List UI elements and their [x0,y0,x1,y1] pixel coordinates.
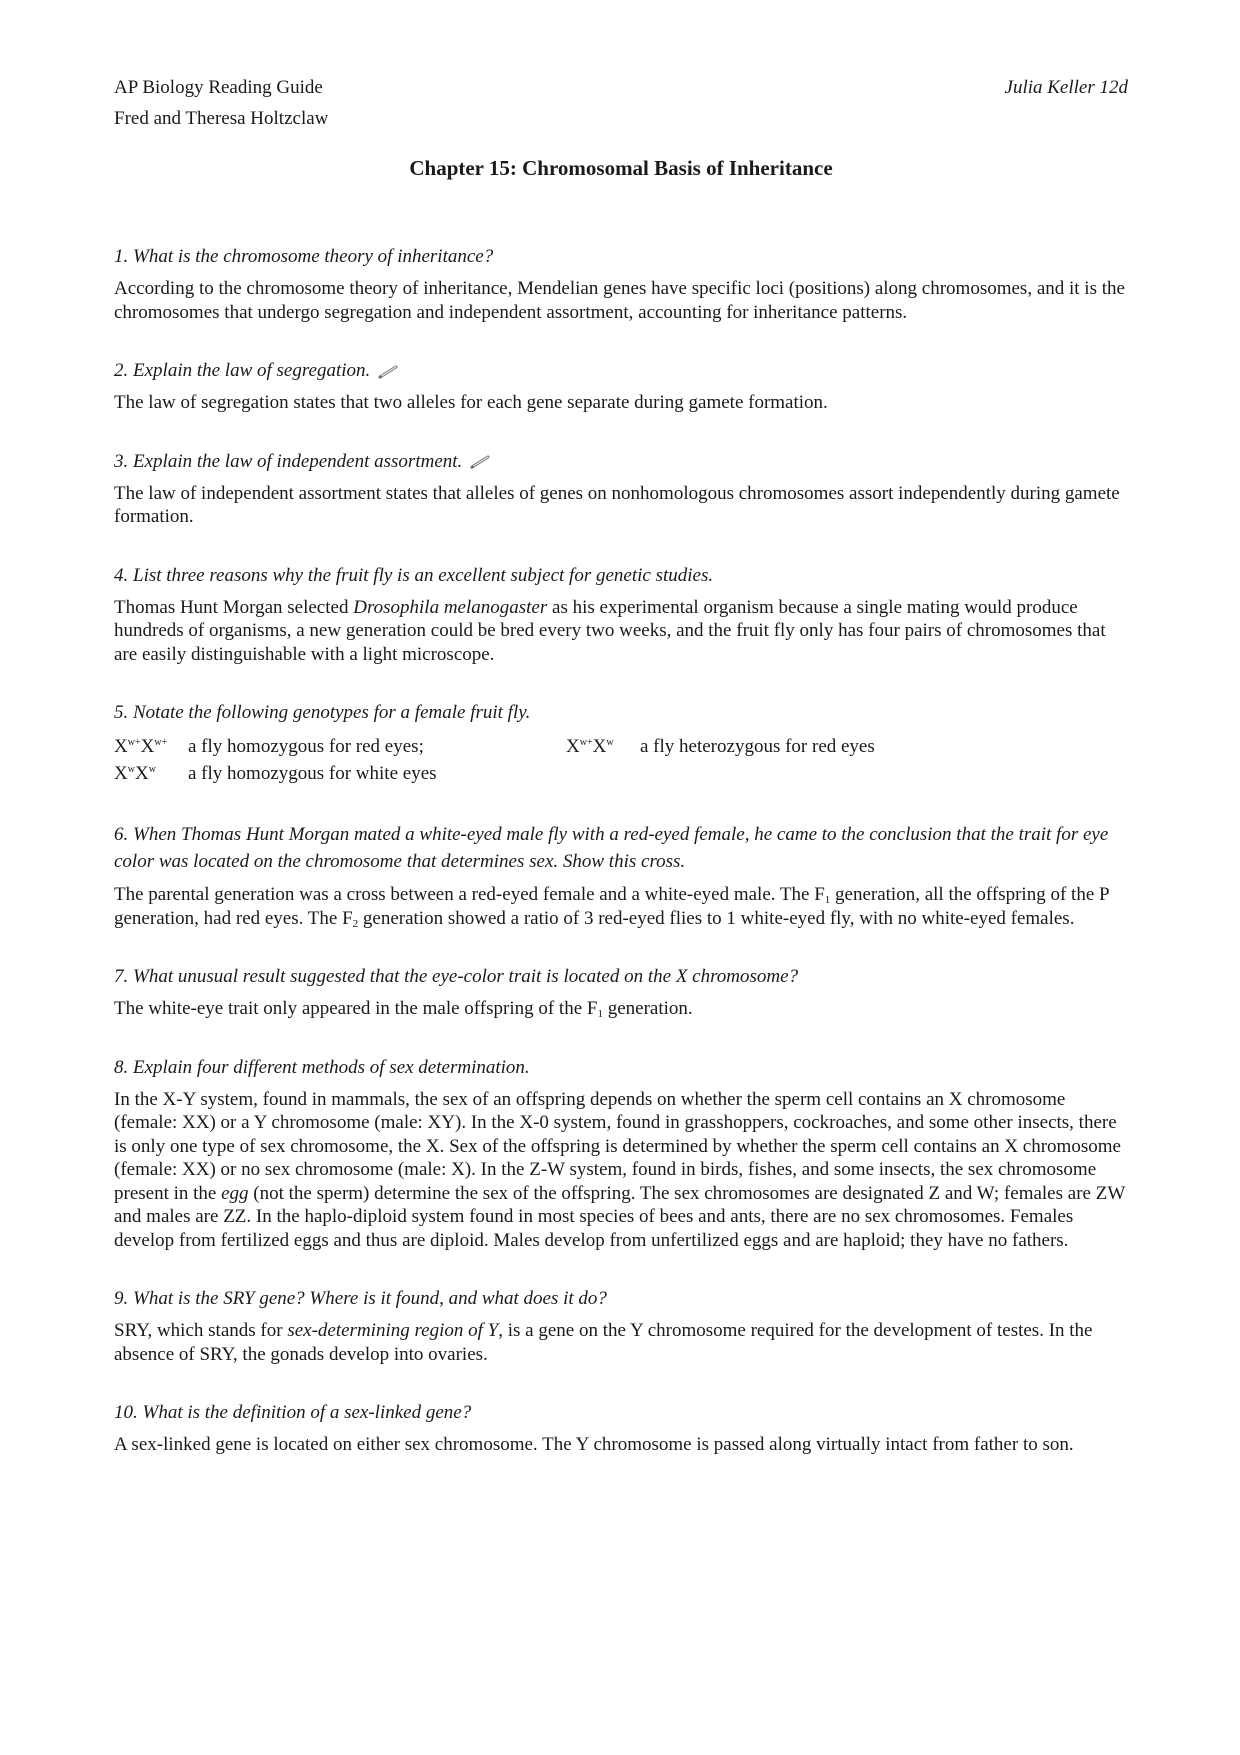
generation-subscript: 2 [352,917,359,930]
answer-6 [114,883,1128,930]
answer-4 [114,596,1128,667]
answer-9-part-2: , is a gene on the Y chromosome required for the development of testes. In the absence of SRY, the gonads develop into ovaries. [114,1320,1093,1365]
pencil-icon [469,455,491,469]
question-2-text: 2. Explain the law of segregation. [114,360,371,381]
genotype-row [114,733,1128,760]
answer-8 [114,1088,1128,1253]
question-block-8 [114,1055,1128,1253]
question-5: 5. Notate the following genotypes for a female fruit fly. [114,702,531,723]
page-header [114,72,1128,134]
genotype-description: a fly heterozygous for red eyes [640,736,875,757]
header-left [114,72,328,134]
genotype-entry [114,733,566,760]
answer-9-part-1: SRY, which stands for [114,1320,288,1341]
genotype-symbol [114,733,188,760]
genotype-description: a fly homozygous for white eyes [188,763,437,784]
answer-1: According to the chromosome theory of inheritance, Mendelian genes have specific loci (positions) along chromosomes, and it is the chromosomes that undergo segregation and independent assortment, accounting for inheritance patterns. [114,278,1125,323]
emphasis-sry: sex-determining region of Y [287,1320,499,1341]
answer-10: A sex-linked gene is located on either sex chromosome. The Y chromosome is passed along virtually intact from father to son. [114,1434,1074,1455]
question-3-text: 3. Explain the law of independent assortment. [114,450,463,472]
pencil-icon [377,365,399,379]
allele-superscript: w [606,737,614,748]
chapter-title: Chapter 15: Chromosomal Basis of Inheritance [409,156,833,180]
question-7: 7. What unusual result suggested that the eye-color trait is located on the X chromosome? [114,966,799,987]
genotype-entry [566,733,875,760]
question-block-7 [114,964,1128,1021]
question-6: 6. When Thomas Hunt Morgan mated a white-eyed male fly with a red-eyed female, he came to the conclusion that the trait for eye color was located on the chromosome that determines sex. Show this cross. [114,824,1109,872]
genotype-base: X [566,736,580,757]
answer-9 [114,1319,1128,1366]
question-3 [114,449,1128,474]
genotype-base: X [140,736,155,757]
answer-7-part-1: The white-eye trait only appeared in the male offspring of the F [114,998,598,1019]
question-block-9 [114,1286,1128,1366]
answer-6-part-1: The parental generation was a cross between a red-eyed female and a white-eyed male. The F [114,884,825,905]
question-9: 9. What is the SRY gene? Where is it found, and what does it do? [114,1288,607,1309]
species-name: Drosophila melanogaster [353,596,548,618]
genotype-base: X [114,736,128,757]
answer-4-part-1: Thomas Hunt Morgan selected [114,596,354,618]
generation-subscript: 1 [824,894,831,906]
question-10: 10. What is the definition of a sex-linked gene? [114,1402,472,1423]
genotype-base: X [134,763,149,784]
answer-8-part-1: In the X-Y system, found in mammals, the sex of an offspring depends on whether the sperm cell contains an X chromosome (female: XX) or a Y chromosome (male: XY). In the X-0 system, found in grasshoppers, cockroaches, and some other insects, there is only one type of sex chromosome, the X. Sex of the offspring is determined by whether the sperm cell contains an X chromosome (female: XX) or no sex chromosome (male: X). In the Z-W system, found in birds, fishes, and some insects, the sex chromosome present in the [114,1088,1121,1204]
emphasis-egg: egg [221,1182,249,1204]
genotype-base: X [114,763,128,784]
question-block-10 [114,1400,1128,1457]
answer-6-part-3: generation showed a ratio of 3 red-eyed flies to 1 white-eyed fly, with no white-eyed females. [358,907,1075,929]
question-1: 1. What is the chromosome theory of inheritance? [114,246,494,267]
genotype-table [114,733,1128,787]
question-block-5 [114,700,1128,787]
answer-2: The law of segregation states that two alleles for each gene separate during gamete formation. [114,392,828,413]
answer-7 [114,997,1128,1021]
student-name: Julia Keller 12d [1004,77,1128,98]
allele-superscript: w [127,764,135,775]
allele-superscript: w+ [579,737,593,748]
answer-6-part-2: generation, all the offspring of the P generation, had red eyes. The F [114,884,1109,929]
allele-superscript: w [148,764,156,775]
question-block-2 [114,358,1128,415]
genotype-symbol [114,760,188,787]
question-block-6 [114,821,1128,930]
answer-7-part-2: generation. [602,998,693,1019]
genotype-base: X [592,736,607,757]
answer-8-part-2: (not the sperm) determine the sex of the offspring. The sex chromosomes are designated Z and W; females are ZW and males are ZZ. In the haplo-diploid system found in most species of bees and ants, there are no sex chromosomes. Females develop from fertilized eggs and thus are diploid. Males develop from unfertilized eggs and are haploid; they have no fathers. [114,1182,1125,1251]
course-title: AP Biology Reading Guide [114,77,323,98]
authors: Fred and Theresa Holtzclaw [114,108,329,129]
allele-superscript: w+ [127,737,141,748]
genotype-entry [114,760,566,787]
generation-subscript: 1 [597,1008,603,1020]
answer-3: The law of independent assortment states that alleles of genes on nonhomologous chromosomes assort independently during gamete formation. [114,482,1120,527]
question-8: 8. Explain four different methods of sex determination. [114,1056,530,1078]
question-block-4 [114,563,1128,667]
genotype-description: a fly homozygous for red eyes; [188,736,424,757]
genotype-symbol [566,733,640,760]
allele-superscript: w+ [154,737,168,748]
question-2 [114,358,1128,383]
question-4: 4. List three reasons why the fruit fly is an excellent subject for genetic studies. [114,564,714,586]
question-block-1 [114,244,1128,324]
answer-4-part-2: as his experimental organism because a single mating would produce hundreds of organisms, a new generation could be bred every two weeks, and the fruit fly only has four pairs of chromosomes that are easily distinguishable with a light microscope. [114,596,1106,665]
genotype-row [114,760,1128,787]
question-block-3 [114,449,1128,529]
